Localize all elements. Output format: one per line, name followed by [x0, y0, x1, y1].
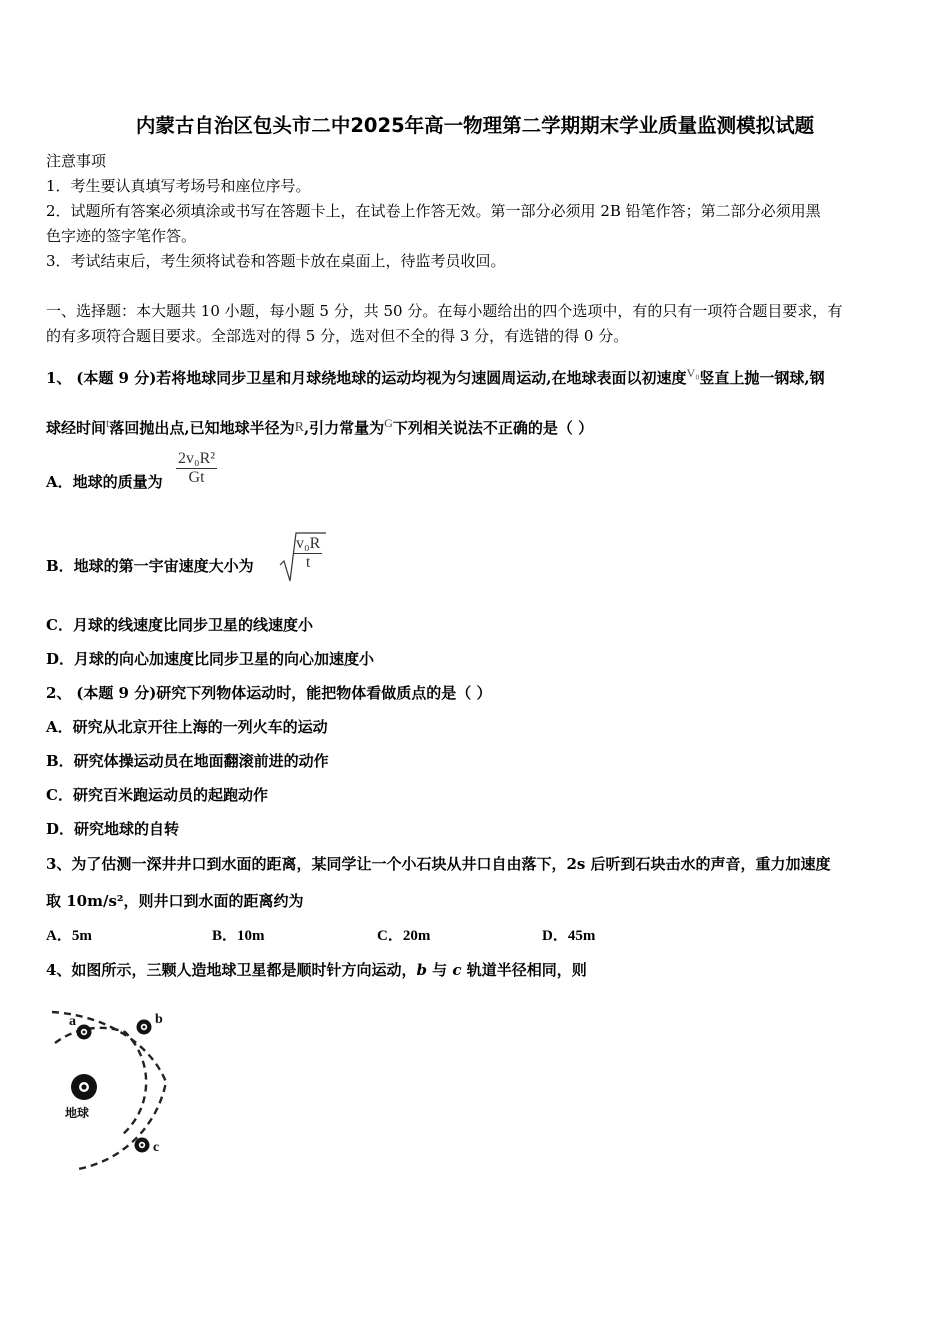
q3-line-2: 取 10m/s²，则井口到水面的距离约为 — [46, 892, 304, 910]
section-intro-line-1: 一、选择题：本大题共 10 小题，每小题 5 分，共 50 分。在每小题给出的四个选项中，有的只有一项符合题目要求，有 — [46, 302, 843, 320]
q1-option-c: C．月球的线速度比同步卫星的线速度小 — [46, 616, 313, 634]
earth-label: 地球 — [65, 1106, 90, 1120]
q1-text-2c: ,引力常量为 — [303, 419, 385, 437]
fraction-a-denominator: Gt — [188, 469, 205, 486]
page-title: 内蒙古自治区包头市二中2025年高一物理第二学期期末学业质量监测模拟试题 — [135, 114, 815, 137]
satellite-c-label: c — [153, 1140, 160, 1155]
q4-c: c — [452, 961, 462, 979]
q1-text-2a: 球经时间 — [46, 419, 107, 437]
q1-option-b-fraction — [294, 535, 322, 572]
q1-option-b: B．地球的第一宇宙速度大小为 — [46, 557, 254, 575]
q3-choice-b: B．10m — [212, 928, 265, 944]
q2-number: 2、 — [46, 684, 72, 702]
fraction-b-numerator: v₀R — [296, 535, 321, 552]
q1-text-1b: 竖直上抛一钢球,钢 — [699, 369, 825, 387]
q4-b: b — [416, 961, 427, 979]
q2-tag: (本题 9 分) — [76, 684, 157, 702]
fraction-b-denominator: t — [305, 554, 311, 571]
q1-option-a-fraction — [176, 450, 217, 487]
notice-item-1: 1．考生要认真填写考场号和座位序号。 — [46, 177, 311, 195]
q3-line-1: 3、为了估测一深井井口到水面的距离，某同学让一个小石块从井口自由落下，2s 后听到石块击水的声音，重力加速度 — [46, 855, 831, 873]
notice-item-2-cont: 色字迹的签字笔作答。 — [46, 227, 197, 245]
q3-choice-d: D．45m — [542, 928, 596, 944]
q1-text-1: 若将地球同步卫星和月球绕地球的运动均视为匀速圆周运动,在地球表面以初速度 — [156, 369, 687, 387]
satellite-b-label: b — [155, 1012, 163, 1027]
q4-stem — [46, 960, 587, 980]
q1-tag: (本题 9 分) — [76, 369, 157, 387]
q4-text-a: 4、如图所示，三颗人造地球卫星都是顺时针方向运动， — [46, 961, 417, 979]
symbol-v0: V₀ — [686, 366, 700, 380]
q1-option-d: D．月球的向心加速度比同步卫星的向心加速度小 — [46, 650, 375, 668]
q2-option-d: D．研究地球的自转 — [46, 820, 180, 838]
q4-mid: 与 — [426, 961, 453, 979]
section-intro-line-2: 的有多项符合题目要求。全部选对的得 5 分，选对但不全的得 3 分，有选错的得 0 分。 — [46, 327, 629, 345]
satellite-orbit-diagram — [40, 995, 200, 1180]
q2-option-a: A．研究从北京开往上海的一列火车的运动 — [46, 718, 328, 736]
q1-text-2d: 下列相关说法不正确的是（ ） — [392, 419, 594, 437]
symbol-G: G — [384, 416, 393, 430]
fraction-a-numerator: 2v₀R² — [178, 450, 216, 467]
q2-stem — [46, 683, 492, 703]
q1-line-2 — [46, 413, 593, 438]
q3-choice-c: C．20m — [377, 928, 431, 944]
q2-text: 研究下列物体运动时，能把物体看做质点的是（ ） — [156, 684, 492, 702]
q1-text-2b: 落回抛出点,已知地球半径为 — [109, 419, 295, 437]
symbol-t: t — [106, 416, 110, 430]
notice-item-2: 2．试题所有答案必须填涂或书写在答题卡上，在试卷上作答无效。第一部分必须用 2B 铅笔作答；第二部分必须用黑 — [46, 202, 821, 220]
notice-item-3: 3．考试结束后，考生须将试卷和答题卡放在桌面上，待监考员收回。 — [46, 252, 506, 270]
q1-number: 1、 — [46, 369, 72, 387]
q4-text-b: 轨道半径相同，则 — [461, 961, 587, 979]
q2-option-b: B．研究体操运动员在地面翻滚前进的动作 — [46, 752, 329, 770]
symbol-R: R — [294, 420, 304, 435]
q2-option-c: C．研究百米跑运动员的起跑动作 — [46, 786, 268, 804]
satellite-a-label: a — [69, 1014, 76, 1029]
q1-option-a: A．地球的质量为 — [46, 473, 163, 491]
q1-line-1 — [46, 363, 825, 388]
q3-choice-a: A．5m — [46, 928, 92, 944]
notice-heading: 注意事项 — [46, 152, 107, 170]
